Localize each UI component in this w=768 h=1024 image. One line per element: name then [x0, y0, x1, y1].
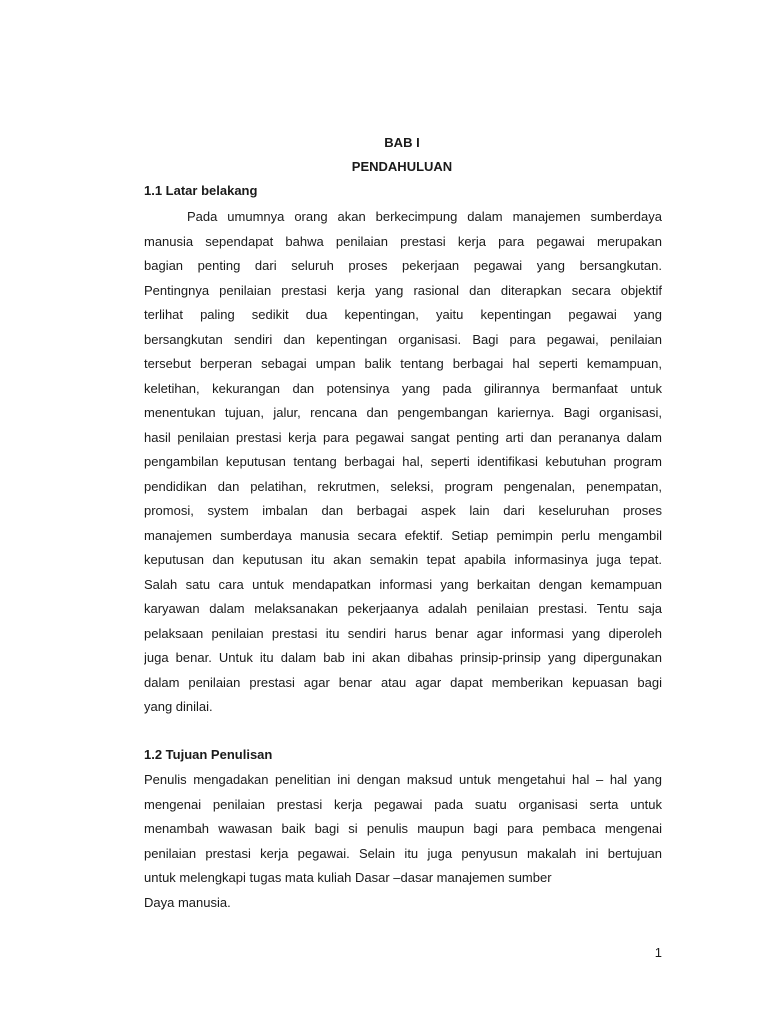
paragraph-tujuan-penulisan — [144, 768, 662, 915]
paragraph-line: yang dinilai. — [144, 699, 213, 714]
paragraph-line: manajemen sumberdaya manusia secara efektif. Setiap pemimpin perlu mengambil — [144, 527, 662, 543]
paragraph-line: Penulis mengadakan penelitian ini dengan maksud untuk mengetahui hal – hal yang — [144, 772, 662, 787]
paragraph-latar-belakang — [144, 205, 662, 720]
paragraph-line: hasil penilaian prestasi kerja para pegawai sangat penting arti dan perananya dalam — [144, 429, 662, 445]
paragraph-line: pengambilan keputusan tentang berbagai hal, seperti identifikasi kebutuhan program — [144, 454, 662, 469]
section-heading-latar-belakang: 1.1 Latar belakang — [144, 183, 258, 198]
paragraph-line: tersebut berperan sebagai umpan balik tentang berbagai hal seperti kemampuan, — [144, 356, 662, 371]
paragraph-line: Daya manusia. — [144, 894, 231, 910]
chapter-number: BAB I — [384, 135, 420, 150]
paragraph-line: bersangkutan sendiri dan kepentingan organisasi. Bagi para pegawai, penilaian — [144, 331, 662, 347]
paragraph-line: juga benar. Untuk itu dalam bab ini akan dibahas prinsip-prinsip yang dipergunakan — [144, 650, 662, 665]
paragraph-line: terlihat paling sedikit dua kepentingan, yaitu kepentingan pegawai yang — [144, 307, 662, 322]
paragraph-line: manusia sependapat bahwa penilaian prestasi kerja para pegawai merupakan — [144, 233, 662, 249]
paragraph-line: pelaksaan penilaian prestasi itu sendiri harus benar agar informasi yang diperoleh — [144, 625, 662, 641]
chapter-title: PENDAHULUAN — [351, 159, 453, 174]
paragraph-line: Pentingnya penilaian prestasi kerja yang rasional dan diterapkan secara objektif — [144, 282, 662, 298]
paragraph-line: promosi, system imbalan dan berbagai aspek lain dari keseluruhan proses — [144, 503, 662, 518]
page-number: 1 — [654, 945, 662, 960]
paragraph-line: keletihan, kekurangan dan potensinya yang pada gilirannya bermanfaat untuk — [144, 380, 662, 396]
paragraph-line: dalam penilaian prestasi agar benar atau agar dapat memberikan kepuasan bagi — [144, 674, 662, 690]
paragraph-line: menentukan tujuan, jalur, rencana dan pengembangan kariernya. Bagi organisasi, — [144, 405, 662, 420]
paragraph-line: keputusan dan keputusan itu akan semakin tepat apabila informasinya juga tepat. — [144, 552, 662, 567]
paragraph-line: untuk melengkapi tugas mata kuliah Dasar –dasar manajemen sumber — [144, 870, 552, 885]
paragraph-line: karyawan dalam melaksanakan pekerjaanya adalah penilaian prestasi. Tentu saja — [144, 601, 662, 616]
paragraph-line: pendidikan dan pelatihan, rekrutmen, seleksi, program pengenalan, penempatan, — [144, 478, 662, 494]
paragraph-line: mengenai penilaian prestasi kerja pegawai pada suatu organisasi serta untuk — [144, 796, 662, 812]
section-heading-tujuan-penulisan: 1.2 Tujuan Penulisan — [144, 747, 273, 762]
paragraph-line: bagian penting dari seluruh proses pekerjaan pegawai yang bersangkutan. — [144, 258, 662, 273]
paragraph-line: menambah wawasan baik bagi si penulis maupun bagi para pembaca mengenai — [144, 821, 662, 836]
paragraph-line: penilaian prestasi kerja pegawai. Selain itu juga penyusun makalah ini bertujuan — [144, 845, 662, 861]
paragraph-line: Pada umumnya orang akan berkecimpung dalam manajemen sumberdaya — [187, 209, 662, 224]
paragraph-line: Salah satu cara untuk mendapatkan informasi yang berkaitan dengan kemampuan — [144, 576, 662, 592]
